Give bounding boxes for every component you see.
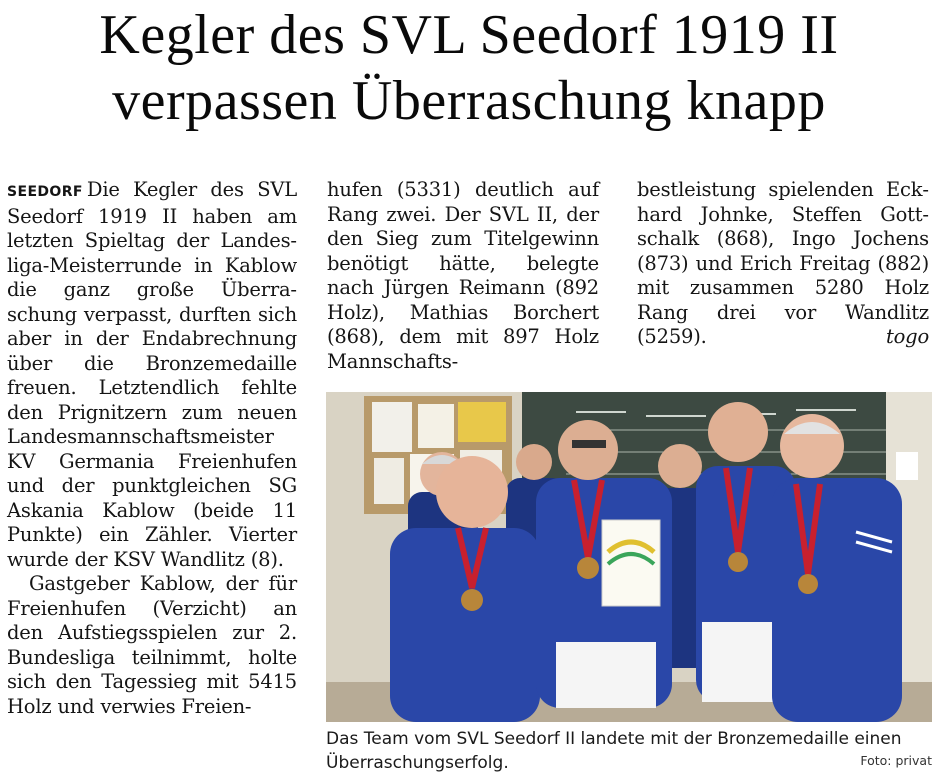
article-paragraph-1	[7, 178, 297, 572]
article-column-1	[7, 178, 297, 719]
certificate	[602, 520, 660, 606]
article-column-3	[637, 178, 929, 350]
photo-caption	[326, 727, 932, 775]
author-signature: togo	[886, 325, 929, 348]
headline-line-2: verpassen Überraschung knapp	[112, 70, 826, 132]
article-paragraph-3-text: bestleistung spielenden Eckhard Johnke, Steffen Gottschalk (868), Ingo Jochens (873) und Erich Freitag (882) mit zusammen 5280 Holz Rang drei vor Wandlitz (5259).	[637, 178, 929, 348]
article-paragraph-2: Gastgeber Kablow, der für Freienhufen (Verzicht) an den Aufstiegsspielen zur 2. Bundesliga teilnimmt, holte sich den Tagessieg mit 5415 Holz und verwies Freien-	[7, 572, 297, 718]
headline	[0, 2, 938, 134]
photo-credit: Foto: privat	[860, 753, 932, 768]
headline-line-1: Kegler des SVL Seedorf 1919 II	[99, 4, 839, 66]
article-paragraph-2-continued: hufen (5331) deutlich auf Rang zwei. Der SVL II, der den Sieg zum Titelgewinn benötigt hätte, belegte nach Jürgen Reimann (892 Holz), Mathias Borchert (868), dem mit 897 Holz Mannschafts-	[327, 178, 599, 373]
dateline: SEEDORF	[7, 184, 83, 200]
article-paragraph-1-text: Die Kegler des SVL Seedorf 1919 II haben am letzten Spieltag der Landesliga-Meisterrunde in Kablow die ganz große Überraschung verpasst, durften sich aber in der Endabrechnung über die Bronzemedaille freuen. Letztendlich fehlte den Prignitzern zum neuen Landesmannschaftsmeister KV Germania Freienhufen und der punktgleichen SG Askania Kablow (beide 11 Punkte) ein Zähler. Vierter wurde der KSV Wandlitz (8).	[7, 178, 297, 571]
caption-text: Das Team vom SVL Seedorf II landete mit der Bronzemedaille einen Überraschungserfolg.	[326, 729, 902, 773]
team-photo-illustration	[326, 392, 932, 722]
article-column-2	[327, 178, 599, 374]
article-paragraph-2-end	[637, 178, 929, 350]
team-photo	[326, 392, 932, 722]
